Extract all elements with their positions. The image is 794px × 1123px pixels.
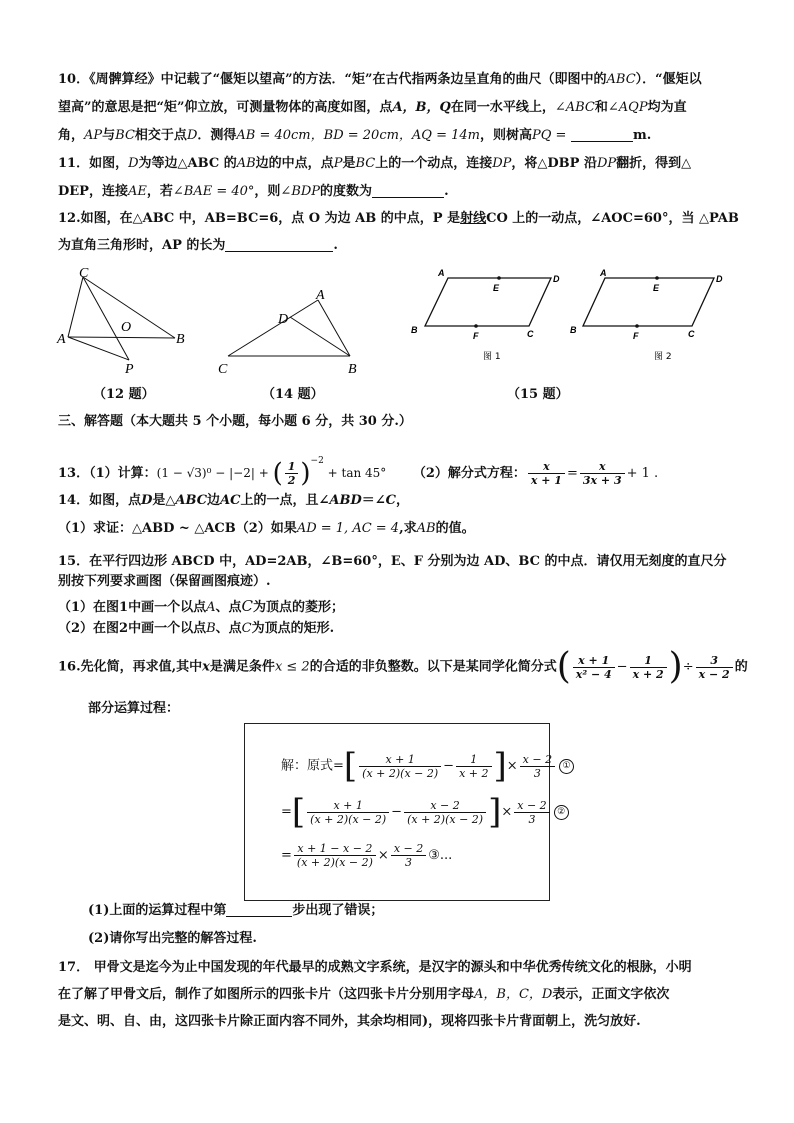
- svg-text:A: A: [438, 268, 445, 278]
- svg-text:C: C: [688, 329, 695, 339]
- svg-text:C: C: [527, 329, 534, 339]
- q15-sub2: （2）在图2中画一个以点B、点C为顶点的矩形.: [58, 621, 335, 636]
- svg-text:B: B: [411, 325, 418, 335]
- solution-step-1: 解：原式=[ $\frac{x + 1}{(x + 2)(x - 2)}$ − $\frac{1}{x + 2}$ ]× $\frac{x - 2}{3}$ ①: [281, 746, 574, 786]
- q16-sub1: (1)上面的运算过程中第 步出现了错误；: [88, 903, 384, 918]
- fig12-caption: （12 题）: [93, 387, 155, 402]
- svg-text:E: E: [653, 283, 660, 293]
- q15-sub1: （1）在图1中画一个以点A、点C为顶点的菱形；: [58, 597, 344, 615]
- solution-step-2: =[ $\frac{x + 1}{(x + 2)(x - 2)}$ − $\frac{x - 2}{(x + 2)(x - 2)}$ ]× $\frac{x - 2}{3}$ ②: [281, 792, 569, 832]
- q15-line1: 15．在平行四边形 ABCD 中，AD=2AB，∠B=60°，E、F 分别为边 AD、BC 的中点．请仅用无刻度的直尺分: [58, 554, 727, 569]
- q14-line1: 14．如图，点D是△ABC边AC上的一点，且∠ABD＝∠C，: [58, 493, 410, 508]
- figure-15-1: [405, 265, 575, 365]
- q14-line2: （1）求证：△ABD ~ △ACB（2）如果AD = 1, AC = 4,求AB的值。: [58, 521, 475, 536]
- svg-text:F: F: [473, 331, 479, 341]
- fig15-caption: （15 题）: [507, 387, 569, 402]
- solution-box: [244, 723, 571, 901]
- figure-14: [210, 283, 370, 378]
- fig12-label-o: O: [121, 320, 132, 335]
- q15-line2: 别按下列要求画图（保留画图痕迹）.: [58, 574, 271, 589]
- solution-step-3: = $\frac{x + 1 - x - 2}{(x + 2)(x - 2)}$ × $\frac{x - 2}{3}$ ③...: [281, 842, 453, 869]
- q10-line2: 望高”的意思是把“矩”仰立放，可测量物体的高度如图，点A，B，Q在同一水平线上，∠ABC和∠AQP均为直: [58, 100, 687, 115]
- fig15-label-1: 图 1: [483, 352, 501, 362]
- figure-15-2: [568, 265, 738, 365]
- q13-line: 13．（1）计算：(1 − √3)⁰ − |−2| + ( $\frac{1}{2}$ )$^{-2}$ + tan 45° （2）解分式方程： $\frac{x}{x + 1}$ = $\frac{x}{3x + 3}$ + 1 .: [58, 456, 659, 489]
- q16-step-blank[interactable]: [226, 902, 292, 917]
- fig14-label-b: B: [348, 362, 357, 377]
- q10-line3: 角，AP与BC相交于点D．测得AB = 40cm，BD = 20cm，AQ = 14m，则树高PQ = m.: [58, 128, 652, 143]
- fig12-label-a: A: [57, 332, 66, 347]
- fig15-label-2: 图 2: [654, 352, 672, 362]
- svg-text:B: B: [570, 325, 577, 335]
- q16-line1: 16.先化简，再求值,其中x是满足条件x ≤ 2的合适的非负整数。以下是某同学化简分式( $\frac{x + 1}{\text{x² − 4}}$ − $\frac{1}{x + 2}$ )÷ $\frac{3}{x - 2}$ 的: [58, 646, 748, 687]
- q10-line1: 10．《周髀算经》中记载了“偃矩以望高”的方法．“矩”在古代指两条边呈直角的曲尺（即图中的ABC）．“偃矩以: [58, 72, 702, 87]
- q17-line3: 是文、明、自、由，这四张卡片除正面内容不同外，其余均相同)，现将四张卡片背面朝上，洗匀放好.: [58, 1014, 641, 1029]
- svg-text:D: D: [553, 274, 560, 284]
- q12-answer-blank[interactable]: [225, 237, 333, 252]
- fig12-label-b: B: [176, 332, 185, 347]
- q12-line1: 12.如图，在△ABC 中，AB=BC=6，点 O 为边 AB 的中点，P 是射线CO 上的一动点，∠AOC=60°，当 △PAB: [58, 211, 739, 226]
- q10-answer-blank[interactable]: [571, 127, 633, 142]
- svg-text:A: A: [600, 268, 607, 278]
- q11-line1: 11．如图，D为等边△ABC 的AB边的中点，点P是BC上的一个动点，连接DP，将△DBP 沿DP翻折，得到△: [58, 156, 692, 171]
- section-3-heading: 三、解答题（本大题共 5 个小题，每小题 6 分，共 30 分.）: [58, 414, 412, 429]
- q17-line2: 在了解了甲骨文后，制作了如图所示的四张卡片（这四张卡片分别用字母A，B，C，D表示，正面文字依次: [58, 987, 670, 1002]
- fig14-label-a: A: [316, 288, 325, 303]
- q12-line2: 为直角三角形时，AP 的长为 .: [58, 238, 338, 253]
- svg-text:E: E: [493, 283, 500, 293]
- svg-text:F: F: [633, 331, 639, 341]
- q16-sub2: (2)请你写出完整的解答过程.: [88, 931, 257, 946]
- fig12-label-c: C: [79, 266, 89, 281]
- figure-12: [55, 265, 195, 375]
- fig14-caption: （14 题）: [262, 387, 324, 402]
- svg-text:D: D: [716, 274, 723, 284]
- fig14-label-c: C: [218, 362, 228, 377]
- q11-answer-blank[interactable]: [372, 183, 444, 198]
- q17-line1: 17． 甲骨文是迄今为止中国发现的年代最早的成熟文字系统，是汉字的源头和中华优秀传统文化的根脉，小明: [58, 960, 692, 975]
- fig12-label-p: P: [125, 362, 134, 375]
- q16-line2: 部分运算过程：: [88, 701, 180, 716]
- q11-line2: DEP，连接AE，若∠BAE = 40°，则∠BDP的度数为 .: [58, 184, 449, 199]
- fig14-label-d: D: [278, 312, 289, 327]
